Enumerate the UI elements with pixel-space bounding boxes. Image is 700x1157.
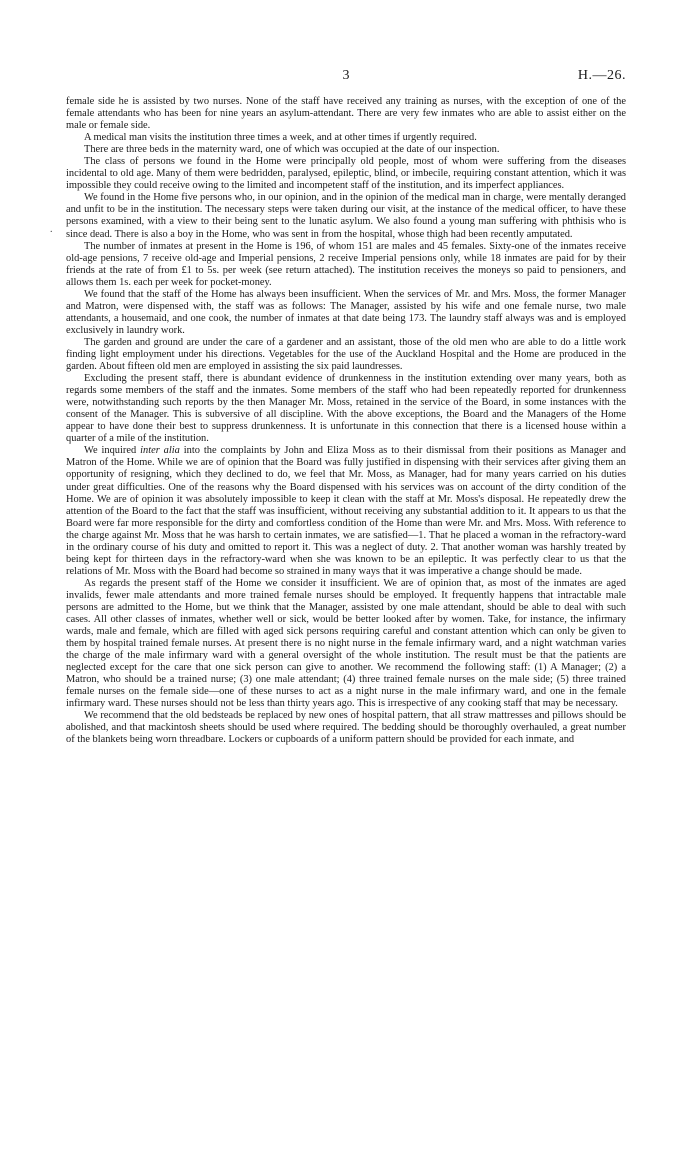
report-body [66, 96, 626, 747]
paragraph-drunkenness: Excluding the present staff, there is abundant evidence of drunkenness in the institution extending over many years, both as regards some members of the staff and the inmates. Some members of the staff who had been repeatedly reported for drunkenness were, notwithstanding such reports by the then Manager Mr. Moss, retained in the service of the Board, in some instances with the consent of the Manager. This is subversive of all discipline. With the above exceptions, the Board and the Managers of the Home appear to have done their best to suppress drunkenness. It is unfortunate in this connection that there is a licensed house within a quarter of a mile of the institution. [66, 373, 626, 445]
paragraph-medical-visits: A medical man visits the institution three times a week, and at other times if urgently required. [84, 132, 477, 144]
page-number: 3 [342, 68, 350, 83]
italic-phrase: inter alia [140, 445, 180, 457]
paragraph-number-of-inmates: The number of inmates at present in the Home is 196, of whom 151 are males and 45 females. Sixty-one of the inmates receive old-age pensions, 7 receive old-age and Imperial pensions, 2 receive Imperial pensions only, while 18 inmates are paid for by their friends at the rate of from £1 to 5s. per week (see return attached). The institution receives the moneys so paid to pensioners, and allows them 1s. each per week for pocket-money. [66, 240, 626, 288]
paragraph-moss-complaints: We inquired inter alia into the complaints by John and Eliza Moss as to their dismissal from their positions as Manager and Matron of the Home. While we are of opinion that the Board was fully justified in dispensing with their services after giving them an opportunity of resigning, which they declined to do, we feel that Mr. Moss, as Manager, had for many years carried on his duties under great difficulties. One of the reasons why the Board dispensed with his services was on account of the dirty condition of the Home. We are of opinion it was absolutely impossible to keep it clean with the staff at Mr. Moss's disposal. He repeatedly drew the attention of the Board to the fact that the staff was insufficient, without receiving any substantial addition to it. It appears to us that the Board were far more responsible for the dirty and comfortless condition of the Home than were Mr. and Mrs. Moss. With reference to the charge against Mr. Moss that he was harsh to certain inmates, we are satisfied—1. That he placed a woman in the refractory-ward in the ordinary course of his duty and omitted to report it. This was a neglect of duty. 2. That another woman was harshly treated by being kept for thirteen days in the refractory-ward when she was known to be an epileptic. It was perfectly clear to us that the relations of Mr. Moss with the Board had become so strained in many ways that it was imperative a change should be made. [66, 445, 626, 577]
paragraph-continuation: female side he is assisted by two nurses. None of the staff have received any training as nurses, with the exception of one of the female attendants who has been for nine years an asylum-attendant. There are very few inmates who are able to assist either on the male or female side. [66, 96, 626, 132]
paragraph-bedsteads: We recommend that the old bedsteads be replaced by new ones of hospital pattern, that all straw mattresses and pillows should be abolished, and that mackintosh sheets should be used where required. The bedding should be thoroughly overhauled, a great number of the blankets being worn threadbare. Lockers or cupboards of a uniform pattern should be provided for each inmate, and [66, 710, 626, 746]
paragraph-garden: The garden and ground are under the care of a gardener and an assistant, those of the old men who are able to do a little work finding light employment under his directions. Vegetables for the use of the Auckland Hospital and the Home are produced in the garden. About fifteen old men are employed in assisting the six paid laundresses. [66, 336, 626, 373]
paragraph-class-of-persons: The class of persons we found in the Home were principally old people, most of whom were suffering from the diseases incidental to old age. Many of them were bedridden, paralysed, epileptic, blind, or imbecile, requiring constant attention, which it was impossible they could receive owing to the limited and incompetent staff of the institution, and its imperfect appliances. [66, 156, 626, 192]
paper-reference: H.—26. [577, 68, 626, 83]
paragraph-staff-insufficient: We found that the staff of the Home has always been insufficient. When the services of Mr. and Mrs. Moss, the former Manager and Matron, were dispensed with, the staff was as follows: The Manager, assisted by his wife and one female nurse, two male attendants, a housemaid, and one cook, the number of inmates at that date being 173. The laundry staff always was and is employed exclusively in laundry work. [66, 288, 626, 336]
margin-mark: . [50, 224, 53, 235]
paragraph-maternity-ward: There are three beds in the maternity ward, one of which was occupied at the date of our inspection. [84, 144, 500, 156]
paragraph-present-staff: As regards the present staff of the Home we consider it insufficient. We are of opinion that, as most of the inmates are aged invalids, fewer male attendants and more trained female nurses should be employed. It frequently happens that intractable male persons are admitted to the Home, but we think that the Manager, assisted by one male attendant, should be able to deal with such cases. All other classes of inmates, whether well or sick, would be better looked after by women. Take, for instance, the infirmary wards, male and female, which are filled with aged sick persons requiring careful and constant attention which can only be given to them by hospital trained female nurses. At present there is no night nurse in the female infirmary ward, and a night watchman varies the charge of the male infirmary ward with a general oversight of the whole institution. The result must be that the patients are neglected except for the care that one sick person can give to another. We recommend the following staff: (1) A Manager; (2) a Matron, who should be a trained nurse; (3) one male attendant; (4) three trained female nurses on the male side; (5) three trained female nurses on the female side—one of these nurses to act as a night nurse in the male infirmary ward, and one in the female infirmary ward. These nurses should not be less than thirty years ago. This is irrespective of any cooking staff that may be necessary. [66, 577, 626, 710]
paragraph-mentally-deranged: We found in the Home five persons who, in our opinion, and in the opinion of the medical man in charge, were mentally deranged and unfit to be in the institution. The necessary steps were taken during our visit, at the instance of the medical officer, to have these persons examined, with a view to their being sent to the lunatic asylum. We also found a young man suffering with phthisis who is since dead. There is also a boy in the Home, who was sent in from the hospital, whose thigh had been recently amputated. [66, 192, 626, 240]
running-head [66, 68, 626, 88]
